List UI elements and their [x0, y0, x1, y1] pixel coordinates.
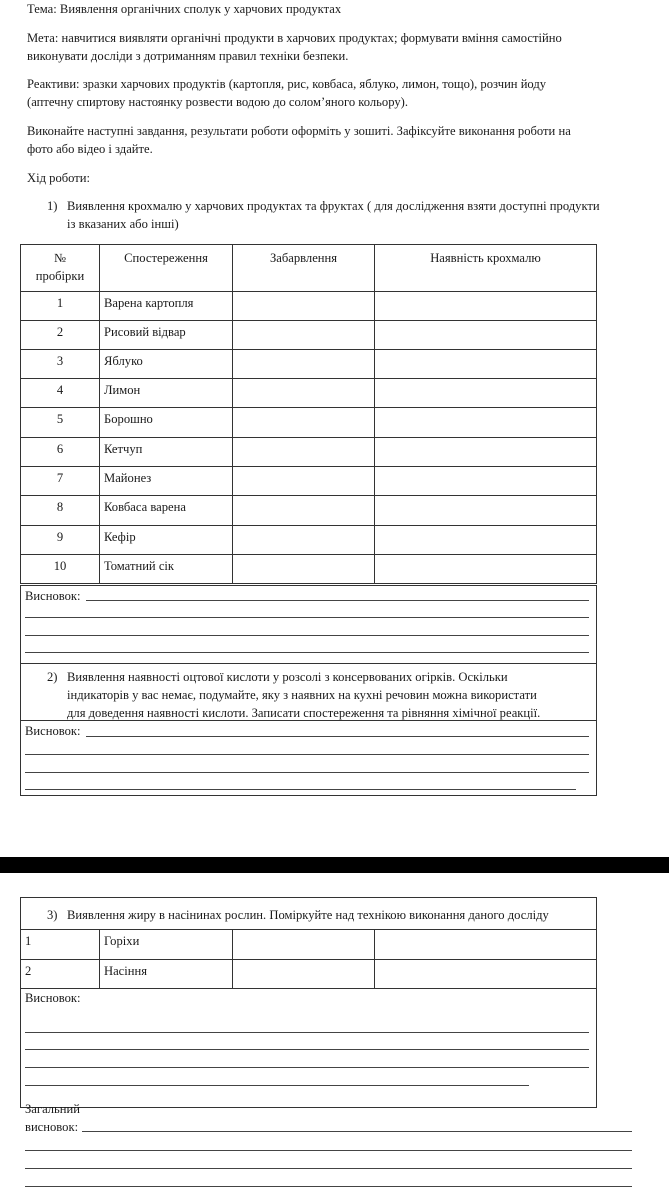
row-product: Майонез [100, 467, 233, 496]
row-product: Варена картопля [100, 292, 233, 321]
starch-table [20, 244, 597, 584]
theme-line: Тема: Виявлення органічних сполук у харчових продуктах [27, 2, 342, 16]
color-cell[interactable] [233, 930, 375, 960]
task2-line-2: індикаторів у вас немає, подумайте, яку з наявних на кухні речовин можна використати [67, 688, 537, 702]
goal-line-1: Мета: навчитися виявляти органічні продукти в харчових продуктах; формувати вміння самостійно [27, 31, 562, 45]
answer-line[interactable] [82, 1131, 632, 1132]
row-product: Кефір [100, 526, 233, 555]
row-product: Томатний сік [100, 555, 233, 584]
row-number: 2 [21, 321, 100, 350]
row-number: 3 [21, 350, 100, 379]
table-row [21, 496, 597, 526]
table-row [21, 321, 597, 350]
table-row [21, 930, 597, 960]
answer-line[interactable] [86, 736, 589, 737]
answer-line[interactable] [25, 1085, 529, 1086]
answer-line[interactable] [25, 1150, 632, 1151]
starch-cell[interactable] [375, 555, 597, 584]
result-cell[interactable] [375, 930, 597, 960]
task2-number: 2) [47, 670, 58, 684]
header-observation: Спостереження [100, 245, 233, 292]
row-product: Борошно [100, 408, 233, 438]
table-row [21, 467, 597, 496]
conclusion-label-2: Висновок: [25, 724, 81, 738]
answer-line[interactable] [86, 600, 589, 601]
conclusion-label-1: Висновок: [25, 589, 81, 603]
starch-table-header [21, 245, 597, 292]
table-row [21, 350, 597, 379]
row-number: 7 [21, 467, 100, 496]
table-row [21, 555, 597, 584]
table-row [21, 379, 597, 408]
divider [20, 663, 596, 664]
row-product: Рисовий відвар [100, 321, 233, 350]
row-number: 1 [21, 930, 100, 960]
table-row [21, 526, 597, 555]
color-cell[interactable] [233, 960, 375, 989]
table-row [21, 438, 597, 467]
general-conclusion-label-1: Загальний [25, 1102, 81, 1116]
task3-text: Виявлення жиру в насінинах рослин. Поміркуйте над технікою виконання даного досліду [67, 908, 549, 922]
starch-cell[interactable] [375, 467, 597, 496]
row-number: 4 [21, 379, 100, 408]
row-product: Кетчуп [100, 438, 233, 467]
color-cell[interactable] [233, 467, 375, 496]
divider [20, 720, 596, 721]
answer-line[interactable] [25, 789, 576, 790]
color-cell[interactable] [233, 438, 375, 467]
row-product: Насіння [100, 960, 233, 989]
result-cell[interactable] [375, 960, 597, 989]
starch-cell[interactable] [375, 292, 597, 321]
fat-table [20, 929, 597, 989]
task2-line-3: для доведення наявності кислоти. Записати спостереження та рівняння хімічної реакції. [67, 706, 541, 720]
goal-line-2: виконувати досліди з дотриманням правил техніки безпеки. [27, 49, 349, 63]
row-number: 8 [21, 496, 100, 526]
reagents-line-2: (аптечну спиртову настоянку розвести водою до солом’яного кольору). [27, 95, 408, 109]
task2-line-1: Виявлення наявності оцтової кислоти у розсолі з консервованих огірків. Оскільки [67, 670, 508, 684]
table-row [21, 408, 597, 438]
color-cell[interactable] [233, 408, 375, 438]
answer-line[interactable] [25, 754, 589, 755]
color-cell[interactable] [233, 321, 375, 350]
header-color: Забарвлення [233, 245, 375, 292]
table-row [21, 960, 597, 989]
page-2 [0, 873, 669, 1193]
answer-line[interactable] [25, 772, 589, 773]
answer-line[interactable] [25, 1168, 632, 1169]
starch-cell[interactable] [375, 438, 597, 467]
starch-cell[interactable] [375, 350, 597, 379]
row-number: 10 [21, 555, 100, 584]
header-tube-number [21, 245, 100, 292]
row-number: 1 [21, 292, 100, 321]
progress-heading: Хід роботи: [27, 171, 91, 185]
task1-line-1: Виявлення крохмалю у харчових продуктах та фруктах ( для дослідження взяти доступні продукти [67, 199, 600, 213]
header-num-line2: пробірки [35, 269, 85, 283]
color-cell[interactable] [233, 292, 375, 321]
starch-cell[interactable] [375, 321, 597, 350]
starch-cell[interactable] [375, 379, 597, 408]
reagents-line-1: Реактиви: зразки харчових продуктів (картопля, рис, ковбаса, яблуко, лимон, тощо), розчин йоду [27, 77, 547, 91]
answer-line[interactable] [25, 652, 589, 653]
page-separator [0, 857, 669, 873]
color-cell[interactable] [233, 496, 375, 526]
row-number: 2 [21, 960, 100, 989]
conclusion-label-3: Висновок: [25, 991, 81, 1005]
row-product: Горіхи [100, 930, 233, 960]
task1-number: 1) [47, 199, 58, 213]
table-row [21, 292, 597, 321]
row-number: 6 [21, 438, 100, 467]
answer-line[interactable] [25, 1032, 589, 1033]
header-num-line1: № [53, 251, 67, 265]
row-product: Ковбаса варена [100, 496, 233, 526]
answer-line[interactable] [25, 617, 589, 618]
color-cell[interactable] [233, 350, 375, 379]
general-conclusion-label-2: висновок: [25, 1120, 79, 1134]
answer-line[interactable] [25, 1067, 589, 1068]
color-cell[interactable] [233, 379, 375, 408]
starch-cell[interactable] [375, 408, 597, 438]
color-cell[interactable] [233, 555, 375, 584]
answer-line[interactable] [25, 1186, 632, 1187]
header-starch-presence: Наявність крохмалю [375, 245, 597, 292]
task1-line-2: із вказаних або інші) [67, 217, 179, 231]
row-product: Лимон [100, 379, 233, 408]
answer-line[interactable] [25, 1049, 589, 1050]
answer-line[interactable] [25, 635, 589, 636]
color-cell[interactable] [233, 526, 375, 555]
task3-number: 3) [47, 908, 58, 922]
row-number: 9 [21, 526, 100, 555]
starch-cell[interactable] [375, 526, 597, 555]
row-product: Яблуко [100, 350, 233, 379]
row-number: 5 [21, 408, 100, 438]
instruction-line-1: Виконайте наступні завдання, результати роботи оформіть у зошиті. Зафіксуйте виконання роботи на [27, 124, 571, 138]
starch-cell[interactable] [375, 496, 597, 526]
instruction-line-2: фото або відео і здайте. [27, 142, 153, 156]
